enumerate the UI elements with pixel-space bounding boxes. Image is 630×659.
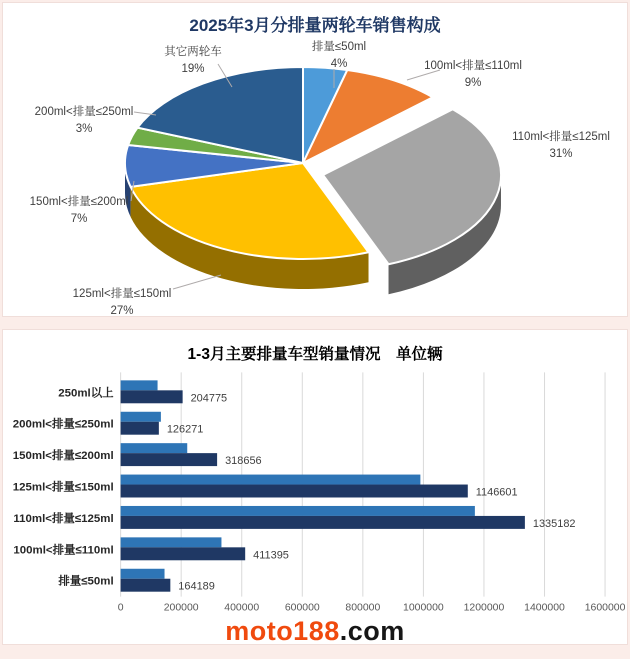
pie-chart bbox=[3, 3, 627, 316]
pie-slice-label: 150ml<排量≤200ml bbox=[29, 196, 129, 208]
bar-light bbox=[121, 537, 222, 547]
watermark bbox=[3, 616, 627, 646]
x-tick-label: 800000 bbox=[345, 602, 381, 614]
pie-label-leader-line bbox=[173, 275, 221, 289]
category-label: 排量≤50ml bbox=[58, 575, 114, 588]
x-tick-label: 600000 bbox=[284, 602, 320, 614]
pie-slice-percent-label: 3% bbox=[75, 123, 93, 135]
pie-slice-label: 100ml<排量≤110ml bbox=[424, 60, 522, 72]
pie-slice-percent-label: 9% bbox=[464, 77, 482, 89]
x-tick-label: 200000 bbox=[163, 602, 199, 614]
bar-light bbox=[121, 475, 421, 485]
category-label: 110ml<排量≤125ml bbox=[13, 512, 114, 525]
pie-slice-percent-label: 4% bbox=[330, 58, 348, 70]
pie-slice-percent-label: 31% bbox=[549, 148, 573, 160]
bar-light bbox=[121, 569, 165, 579]
bar-dark bbox=[121, 579, 171, 592]
bar-dark bbox=[121, 453, 217, 466]
watermark-brand: moto188 bbox=[225, 616, 340, 646]
pie-slice-label: 其它两轮车 bbox=[164, 46, 222, 58]
bar-value-label: 126271 bbox=[166, 423, 204, 436]
category-label: 100ml<排量≤110ml bbox=[13, 544, 114, 557]
category-label: 200ml<排量≤250ml bbox=[12, 418, 114, 431]
bar-value-label: 1335182 bbox=[532, 517, 576, 530]
pie-slice-label: 排量≤50ml bbox=[311, 41, 367, 53]
x-tick-label: 1200000 bbox=[463, 602, 505, 614]
bar-dark bbox=[121, 485, 468, 498]
pie-slice-label: 125ml<排量≤150ml bbox=[72, 288, 172, 300]
bar-chart bbox=[3, 368, 627, 620]
bar-light bbox=[121, 443, 188, 453]
bar-value-label: 164189 bbox=[178, 580, 215, 593]
bar-light bbox=[121, 412, 161, 422]
bar-chart-panel bbox=[2, 329, 628, 645]
pie-chart-title: 2025年3月分排量两轮车销售构成 bbox=[189, 16, 441, 35]
bar-dark bbox=[121, 422, 159, 435]
category-label: 150ml<排量≤200ml bbox=[12, 450, 114, 463]
bar-dark bbox=[121, 516, 525, 529]
bar-value-label: 1146601 bbox=[475, 486, 518, 499]
x-tick-label: 0 bbox=[117, 602, 124, 614]
bar-light bbox=[121, 380, 158, 390]
pie-slice-label: 110ml<排量≤125ml bbox=[512, 131, 610, 143]
pie-chart-panel bbox=[2, 2, 628, 317]
category-label: 250ml以上 bbox=[58, 387, 114, 400]
pie-slice-label: 200ml<排量≤250ml bbox=[34, 106, 134, 118]
category-label: 125ml<排量≤150ml bbox=[12, 481, 114, 494]
bar-dark bbox=[121, 547, 246, 560]
bar-light bbox=[121, 506, 475, 516]
x-tick-label: 1400000 bbox=[524, 602, 565, 614]
bar-value-label: 318656 bbox=[225, 455, 262, 468]
watermark-tld: .com bbox=[339, 616, 405, 646]
x-tick-label: 1000000 bbox=[403, 602, 444, 614]
x-tick-label: 400000 bbox=[224, 602, 260, 614]
pie-slice-percent-label: 27% bbox=[110, 305, 134, 316]
bar-chart-title: 1-3月主要排量车型销量情况 单位辆 bbox=[187, 346, 443, 363]
bar-value-label: 411395 bbox=[253, 549, 289, 562]
pie-slice-percent-label: 7% bbox=[70, 213, 88, 225]
bar-value-label: 204775 bbox=[190, 392, 228, 405]
pie-slice-percent-label: 19% bbox=[181, 63, 205, 75]
x-tick-label: 1600000 bbox=[584, 602, 626, 614]
bar-dark bbox=[121, 390, 183, 403]
